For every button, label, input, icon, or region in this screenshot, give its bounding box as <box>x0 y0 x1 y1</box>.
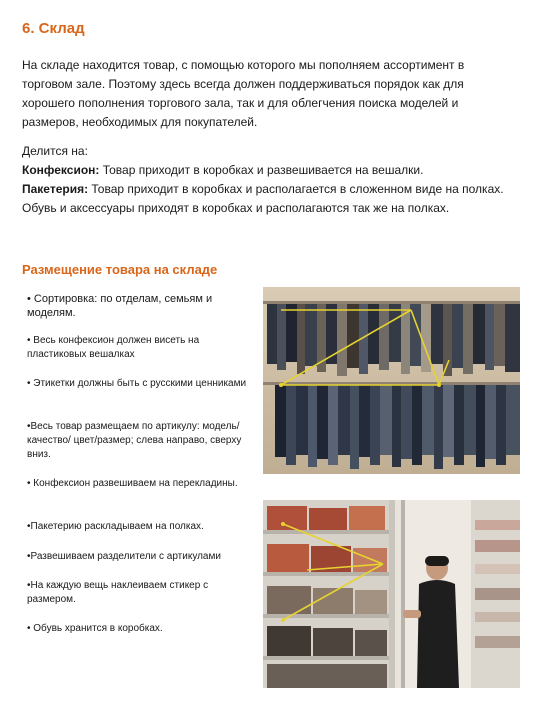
page-title: 6. Склад <box>22 20 85 37</box>
bullet-item: • Сортировка: по отделам, семьям и моделям. <box>27 293 213 319</box>
intro-paragraph: На складе находится товар, с помощью которого мы пополняем ассортимент в торговом зале. Поэтому здесь всегда должен поддерживаться порядок как для хорошего пополнения торгового зала, так и для облегчения поиска моделей и размеров, необходимых для покупателей. <box>22 58 465 129</box>
bullet-item: •Развешиваем разделители с артикулами <box>27 551 221 562</box>
section-text: Товар приходит в коробках и развешивается на вешалки. <box>99 163 424 177</box>
section-term: Пакетерия: <box>22 182 89 196</box>
bullet-item: • Весь конфексион должен висеть на пластиковых вешалках <box>27 335 200 360</box>
bullet-item: •Весь товар размещаем по артикулу: модель/качество/ цвет/размер; слева направо, сверху вниз. <box>27 421 242 460</box>
sections-block <box>22 142 517 218</box>
warehouse-shelves-photo <box>263 500 520 688</box>
bullet-item: • Этикетки должны быть с русскими ценниками <box>27 378 247 389</box>
bullet-item: • Конфексион развешиваем на перекладины. <box>27 478 238 489</box>
warehouse-hanging-photo <box>263 287 520 474</box>
footwear-note: Обувь и аксессуары приходят в коробках и располагаются так же на полках. <box>22 201 450 215</box>
section-text: Товар приходит в коробках и располагается в сложенном виде на полках. <box>88 182 504 196</box>
section-paketeria <box>22 180 517 199</box>
placement-title: Размещение товара на складе <box>22 262 218 277</box>
section-term: Конфексион: <box>22 163 100 177</box>
bullet-item: •На каждую вещь наклеиваем стикер с размером. <box>27 580 209 605</box>
bullet-item: • Обувь хранится в коробках. <box>27 623 163 634</box>
section-confexion <box>22 161 517 180</box>
divides-label: Делится на: <box>22 144 88 158</box>
bullet-item: •Пакетерию раскладываем на полках. <box>27 521 204 532</box>
